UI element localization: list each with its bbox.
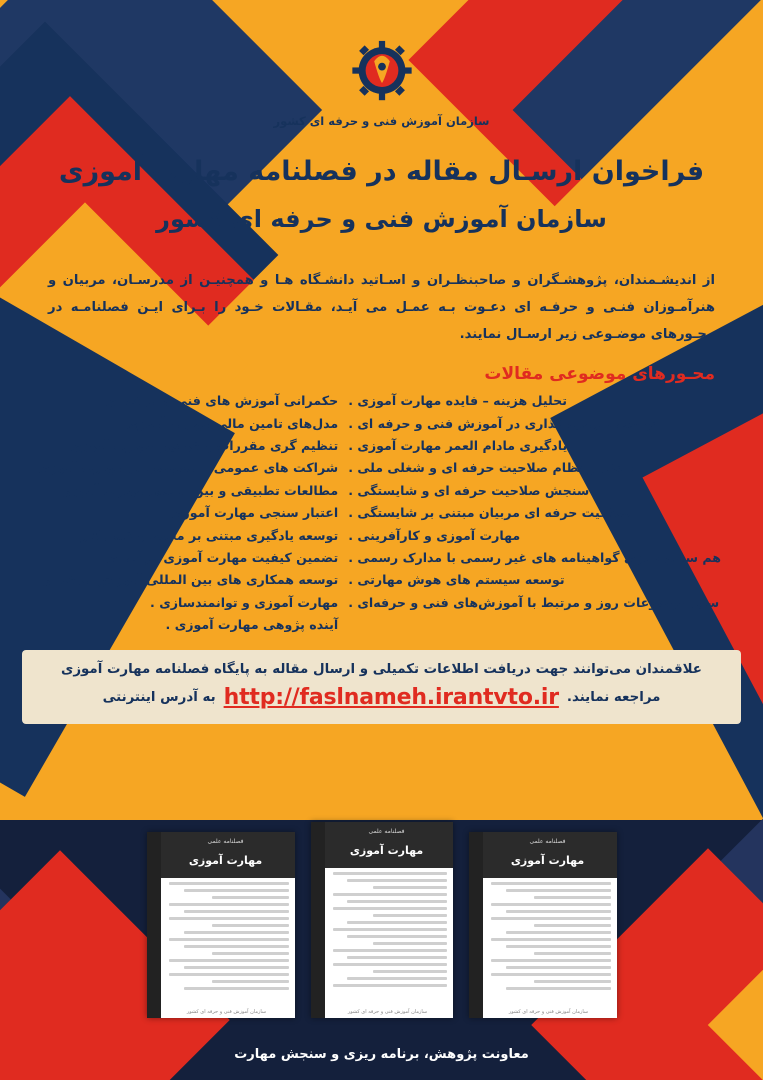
topic-item: تحلیل هزینه – فایده مهارت آموزی . bbox=[348, 390, 721, 412]
topic-item: مهارت آموزی و کارآفرینی . bbox=[348, 525, 721, 547]
topic-item: توسعه همکاری های بین المللی آموزش حرفه ای . bbox=[29, 569, 338, 591]
cover-subtitle: فصلنامه علمی bbox=[368, 828, 405, 835]
cta-url-row bbox=[40, 685, 723, 710]
footer-text: معاونت پژوهش، برنامه ریزی و سنجش مهارت bbox=[234, 1047, 529, 1062]
organization-name: سازمان آموزش فنی و حرفه ای کشور bbox=[273, 114, 490, 128]
cover-title: مهارت آموزی bbox=[349, 844, 424, 857]
magazine-cover-left bbox=[469, 832, 617, 1018]
cta-suffix: مراجعه نمایند. bbox=[566, 690, 661, 706]
page-title: فراخوان ارسـال مقاله در فصلنامه مهارت آموزی bbox=[58, 156, 705, 187]
intro-paragraph: از اندیشـمندان، پژوهشـگران و صاحبنظـران و اسـاتید دانشـگاه هـا و همچنیـن از مدرسـان، مربیان و هنرآمـوزان فنـی و حرفـه ای دعـوت بـه عمـل می آیـد، مقـالات خـود را بـرای ایـن فصلنامـه در محـورهای موضـوعی زیر ارسـال نمایند. bbox=[48, 273, 715, 343]
cta-prefix: به آدرس اینترنتی bbox=[102, 690, 216, 706]
cta-box bbox=[22, 650, 741, 724]
topic-item: سنجش صلاحیت حرفه ای و شایستگی . bbox=[348, 480, 721, 502]
cover-spine bbox=[147, 832, 161, 1018]
cover-title: مهارت آموزی bbox=[510, 854, 585, 867]
cover-subtitle: فصلنامه علمی bbox=[207, 838, 244, 845]
topic-item: سایر موضوعات روز و مرتبط با آموزش‌های فنی و حرفه‌ای . bbox=[348, 592, 721, 614]
topic-item: مطالعات تطبیقی و بین المللی مهارت آموزی . bbox=[29, 480, 338, 502]
cover-body bbox=[165, 882, 289, 1004]
cover-title: مهارت آموزی bbox=[188, 854, 263, 867]
topic-item: اعتبار سنجی مهارت آموزی . bbox=[29, 502, 338, 524]
magazine-cover-right bbox=[147, 832, 295, 1018]
header bbox=[0, 0, 763, 128]
topics-heading: محـورهای موضوعی مقالات bbox=[484, 364, 715, 385]
topic-item: توسعه سیستم های هوش مهارتی . bbox=[348, 569, 721, 591]
topic-item: توسعه سرمایه گذاری در آموزش فنی و حرفه ای . bbox=[348, 413, 721, 435]
topic-item: صلاحیت حرفه ای مربیان مبتنی بر شایستگی . bbox=[348, 502, 721, 524]
topic-item: توسعه یادگیری مبتنی بر محیط واقعی کار . bbox=[29, 525, 338, 547]
cta-description: علاقمندان می‌توانند جهت دریافت اطلاعات تکمیلی و ارسال مقاله به پایگاه فصلنامه مهارت آموزی bbox=[61, 662, 702, 678]
cover-body bbox=[329, 872, 447, 1004]
topic-item: یادگیری مادام العمر مهارت آموزی . bbox=[348, 435, 721, 457]
cover-spine bbox=[469, 832, 483, 1018]
cover-subtitle: فصلنامه علمی bbox=[529, 838, 566, 845]
topic-item: مدل‌های تامین مالی مهارت آموزی . bbox=[29, 413, 338, 435]
cover-footer: سازمان آموزش فنی و حرفه ای کشور bbox=[508, 1009, 589, 1015]
organization-emblem-icon bbox=[343, 30, 421, 108]
topic-item: استقرار نظام صلاحیت حرفه ای و شغلی ملی . bbox=[348, 457, 721, 479]
topic-item: آینده پژوهی مهارت آموزی . bbox=[29, 614, 338, 636]
topic-item: مهارت آموزی و توانمندسازی . bbox=[29, 592, 338, 614]
topics-column-right bbox=[29, 390, 338, 636]
cover-footer: سازمان آموزش فنی و حرفه ای کشور bbox=[347, 1009, 428, 1015]
cover-footer: سازمان آموزش فنی و حرفه ای کشور bbox=[186, 1009, 267, 1015]
topics-columns bbox=[37, 390, 721, 636]
topic-item: شراکت های عمومی – خصوصی در مهارت آموزی . bbox=[29, 457, 338, 479]
website-link[interactable]: http://faslnameh.irantvto.ir bbox=[223, 685, 559, 711]
topic-item: هم سطح سازی گواهینامه های غیر رسمی با مدارک رسمی . bbox=[348, 547, 721, 569]
magazine-cover-center bbox=[311, 822, 453, 1018]
topics-column-left bbox=[348, 390, 721, 636]
topic-item: تضمین کیفیت مهارت آموزی حرفه ای . bbox=[29, 547, 338, 569]
magazine-covers bbox=[0, 818, 763, 1018]
page-subtitle: سازمان آموزش فنی و حرفه ای کشور bbox=[156, 205, 607, 233]
cover-body bbox=[487, 882, 611, 1004]
topic-item: تنظیم گری مقررات و قوانین مهارت آموزی . bbox=[29, 435, 338, 457]
topic-item: حکمرانی آموزش های فنی و حرفه ای . bbox=[29, 390, 338, 412]
cover-spine bbox=[311, 822, 325, 1018]
